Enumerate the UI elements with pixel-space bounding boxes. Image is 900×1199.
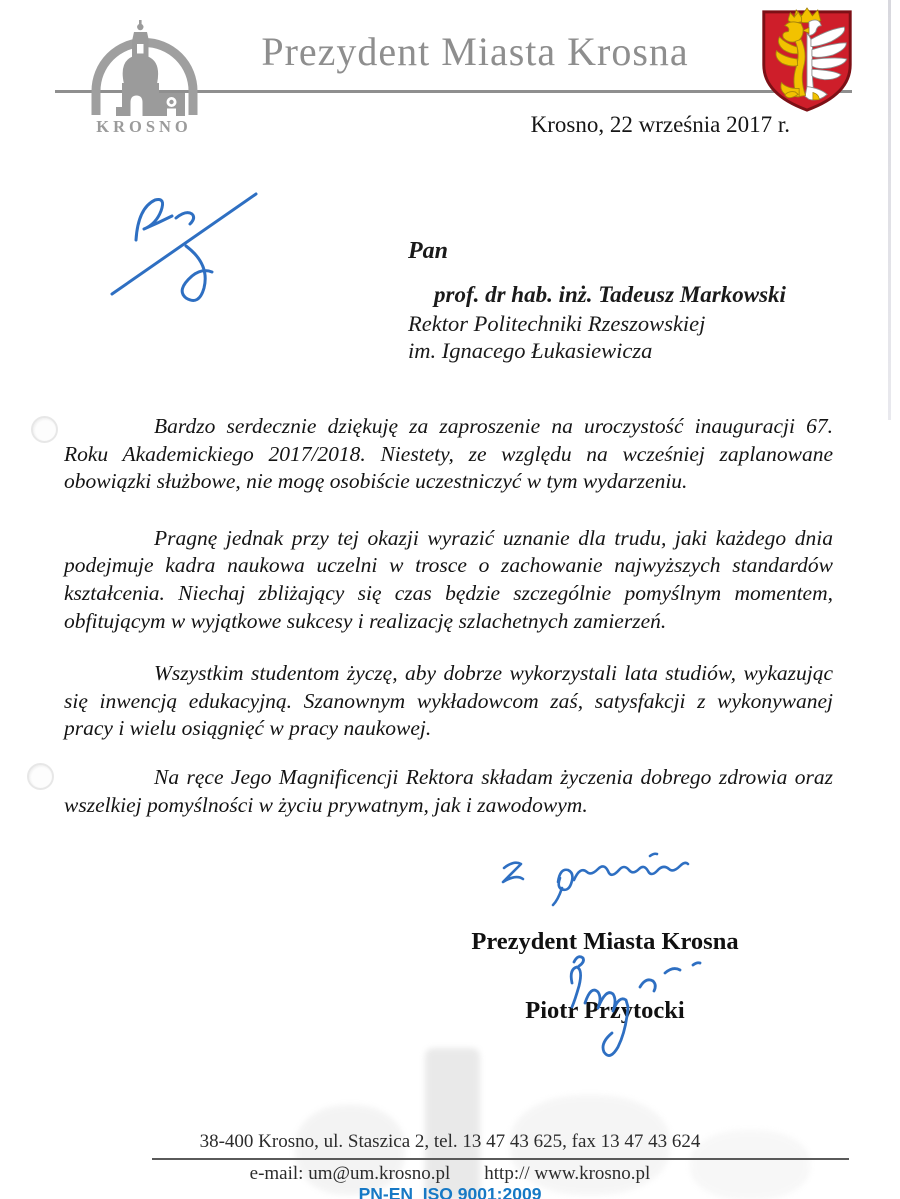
hole-punch-bottom [27,763,54,790]
paragraph-2: Pragnę jednak przy tej okazji wyrazić uznanie dla trudu, jaki każdego dnia podejmuje kadra naukowa uczelni w trosce o zachowanie najwyższych standardów kształcenia. Niechaj zbliżający się czas będzie szczególnie pomyślnym momentem, obfitującym w wyjątkowe sukcesy i realizację szlachetnych zamierzeń. [64,525,833,633]
recipient-name: prof. dr hab. inż. Tadeusz Markowski [434,282,786,307]
footer-website: http:// www.krosno.pl [484,1163,651,1184]
logo-caption: KROSNO [96,117,192,136]
hole-punch-top [31,416,58,443]
recipient-institution: im. Ignacego Łukasiewicza [408,337,653,363]
handwritten-closing [490,848,700,915]
paragraph-3: Wszystkim studentom życzę, aby dobrze wykorzystali lata studiów, wykazując się inwencją edukacyjną. Szanownym wykładowcom zaś, satysfakcji z wykonywanej pracy i wielu osiągnięć w pracy naukowej. [64,661,833,741]
paragraph-1: Bardzo serdecznie dziękuję za zaproszenie na uroczystość inauguracji 67. Roku Akademickiego 2017/2018. Niestety, ze względu na wcześniej zaplanowane obowiązki służbowe, nie mogę osobiście uczestniczyć w tym wydarzeniu. [64,414,833,494]
footer-email: e-mail: um@um.krosno.pl [249,1163,451,1184]
footer-rule [152,1158,849,1160]
recipient-role: Rektor Politechniki Rzeszowskiej [408,311,706,336]
handwritten-initials [98,172,278,317]
recipient-salutation: Pan [408,238,449,264]
signer-title: Prezydent Miasta Krosna [471,928,739,955]
handwritten-signature [545,945,715,1068]
signer-name: Piotr Przytocki [525,997,685,1024]
krosno-city-logo-icon [72,12,217,142]
scan-edge-line [888,0,891,420]
paragraph-4: Na ręce Jego Magnificencji Rektora składam życzenia dobrego zdrowia oraz wszelkiej pomyślności w życiu prywatnym, jak i zawodowym. [64,764,833,817]
recipient-block [408,238,786,364]
krosno-coat-of-arms-icon [755,6,859,121]
footer-address: 38-400 Krosno, ul. Staszica 2, tel. 13 47 43 625, fax 13 47 43 624 [199,1131,701,1152]
letter-body [64,413,833,819]
letterhead-title: Prezydent Miasta Krosna [261,29,689,74]
footer-contact [0,1163,900,1185]
footer-iso-certification: PN-EN ISO 9001:2009 [358,1184,542,1199]
date-line: Krosno, 22 września 2017 r. [530,112,790,137]
